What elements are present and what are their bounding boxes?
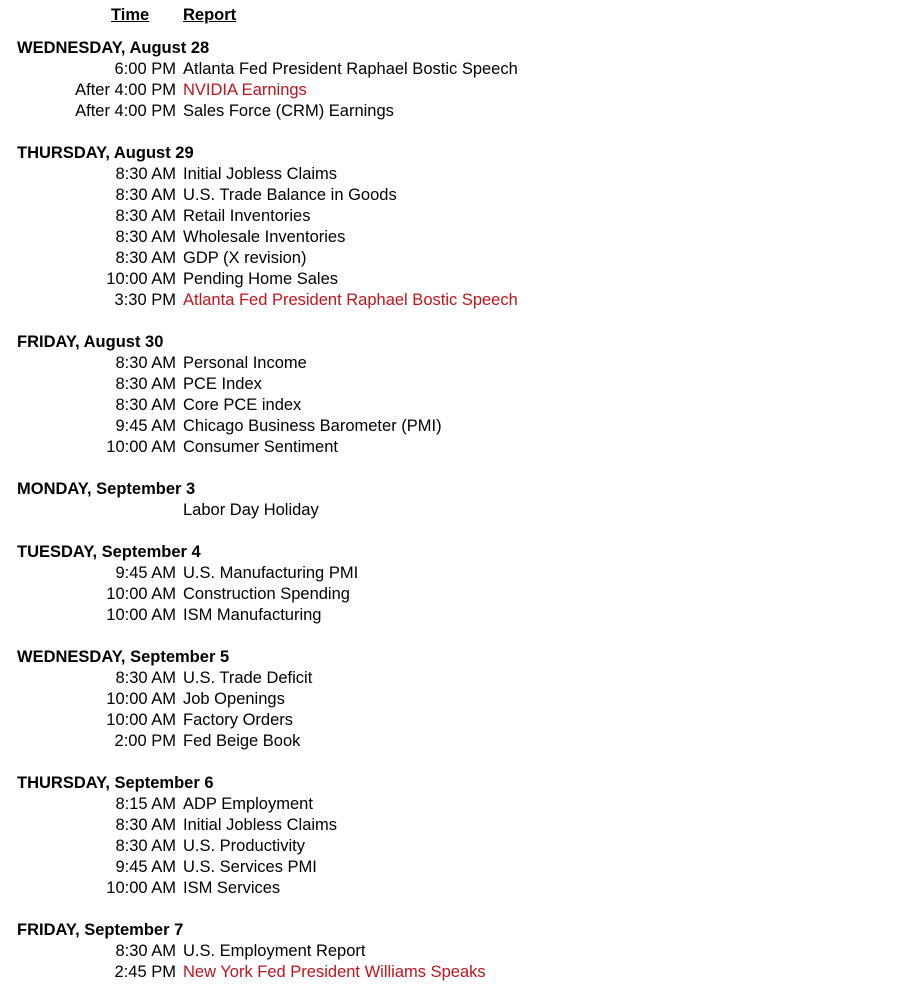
event-time: 9:45 AM (115, 564, 176, 582)
event-report: Retail Inventories (183, 207, 311, 225)
day-heading: WEDNESDAY, September 5 (17, 648, 230, 666)
event-time: 10:00 AM (106, 606, 176, 624)
event-time: 8:30 AM (115, 669, 176, 687)
event-row (0, 290, 900, 311)
event-report: ISM Services (183, 879, 281, 897)
event-report: ADP Employment (183, 795, 313, 813)
event-row (0, 605, 900, 626)
event-report: Labor Day Holiday (183, 501, 319, 519)
event-row (0, 269, 900, 290)
report-column-header: Report (183, 6, 237, 24)
event-row (0, 416, 900, 437)
event-report: Wholesale Inventories (183, 228, 346, 246)
event-time: 2:45 PM (114, 963, 176, 981)
event-report: PCE Index (183, 375, 262, 393)
event-row (0, 437, 900, 458)
event-time: 10:00 AM (106, 690, 176, 708)
day-heading-row (0, 773, 900, 794)
event-time: 8:30 AM (115, 186, 176, 204)
event-report-highlighted: New York Fed President Williams Speaks (183, 963, 486, 981)
event-time: 8:15 AM (115, 795, 176, 813)
event-report: Fed Beige Book (183, 732, 301, 750)
day-heading-row (0, 479, 900, 500)
event-row (0, 710, 900, 731)
event-row (0, 878, 900, 899)
event-row (0, 227, 900, 248)
event-row (0, 815, 900, 836)
day-heading: THURSDAY, August 29 (17, 144, 194, 162)
event-time: 8:30 AM (115, 837, 176, 855)
event-row (0, 689, 900, 710)
event-row (0, 941, 900, 962)
event-report: ISM Manufacturing (183, 606, 322, 624)
event-time: 8:30 AM (115, 396, 176, 414)
event-time: 10:00 AM (106, 711, 176, 729)
event-time: 8:30 AM (115, 165, 176, 183)
event-row (0, 395, 900, 416)
event-row (0, 962, 900, 983)
event-row (0, 59, 900, 80)
event-row (0, 80, 900, 101)
event-row (0, 857, 900, 878)
day-heading-row (0, 332, 900, 353)
event-time: 10:00 AM (106, 585, 176, 603)
day-heading: THURSDAY, September 6 (17, 774, 214, 792)
day-heading-row (0, 38, 900, 59)
event-report: Factory Orders (183, 711, 294, 729)
event-time: 9:45 AM (115, 417, 176, 435)
event-row (0, 794, 900, 815)
event-time: 9:45 AM (115, 858, 176, 876)
event-report: Job Openings (183, 690, 285, 708)
event-time: 8:30 AM (115, 249, 176, 267)
event-report: Atlanta Fed President Raphael Bostic Speech (183, 60, 518, 78)
event-time: After 4:00 PM (75, 81, 176, 99)
event-time: 6:00 PM (114, 60, 176, 78)
event-report: Construction Spending (183, 585, 350, 603)
event-row (0, 500, 900, 521)
day-heading-row (0, 647, 900, 668)
event-report-highlighted: Atlanta Fed President Raphael Bostic Speech (183, 291, 518, 309)
day-heading-row (0, 920, 900, 941)
event-row (0, 584, 900, 605)
event-report: GDP (X revision) (183, 249, 307, 267)
event-row (0, 836, 900, 857)
day-heading: MONDAY, September 3 (17, 480, 196, 498)
event-time: 2:00 PM (114, 732, 176, 750)
event-row (0, 101, 900, 122)
event-report: Chicago Business Barometer (PMI) (183, 417, 442, 435)
time-column-header: Time (111, 6, 150, 24)
event-report-highlighted: NVIDIA Earnings (183, 81, 307, 99)
event-report: Pending Home Sales (183, 270, 339, 288)
event-time: 8:30 AM (115, 942, 176, 960)
event-time: 8:30 AM (115, 375, 176, 393)
event-row (0, 206, 900, 227)
event-time: After 4:00 PM (75, 102, 176, 120)
event-row (0, 563, 900, 584)
event-report: U.S. Employment Report (183, 942, 366, 960)
event-row (0, 731, 900, 752)
day-heading: TUESDAY, September 4 (17, 543, 201, 561)
event-time: 10:00 AM (106, 879, 176, 897)
event-row (0, 668, 900, 689)
event-row (0, 164, 900, 185)
day-heading: FRIDAY, August 30 (17, 333, 164, 351)
day-heading-row (0, 143, 900, 164)
event-time: 8:30 AM (115, 228, 176, 246)
event-report: U.S. Trade Deficit (183, 669, 313, 687)
event-time: 8:30 AM (115, 816, 176, 834)
event-time: 10:00 AM (106, 270, 176, 288)
event-report: Core PCE index (183, 396, 302, 414)
day-heading-row (0, 542, 900, 563)
event-report: Consumer Sentiment (183, 438, 338, 456)
event-report: Initial Jobless Claims (183, 165, 338, 183)
event-row (0, 185, 900, 206)
event-report: U.S. Services PMI (183, 858, 317, 876)
event-report: Personal Income (183, 354, 307, 372)
event-time: 8:30 AM (115, 354, 176, 372)
event-report: Sales Force (CRM) Earnings (183, 102, 394, 120)
event-report: Initial Jobless Claims (183, 816, 338, 834)
event-row (0, 353, 900, 374)
event-time: 8:30 AM (115, 207, 176, 225)
event-time: 10:00 AM (106, 438, 176, 456)
event-report: U.S. Productivity (183, 837, 305, 855)
column-headers (0, 6, 900, 27)
day-heading: WEDNESDAY, August 28 (17, 39, 210, 57)
event-time: 3:30 PM (114, 291, 176, 309)
event-report: U.S. Trade Balance in Goods (183, 186, 397, 204)
event-report: U.S. Manufacturing PMI (183, 564, 359, 582)
day-heading: FRIDAY, September 7 (17, 921, 184, 939)
event-row (0, 248, 900, 269)
event-row (0, 374, 900, 395)
